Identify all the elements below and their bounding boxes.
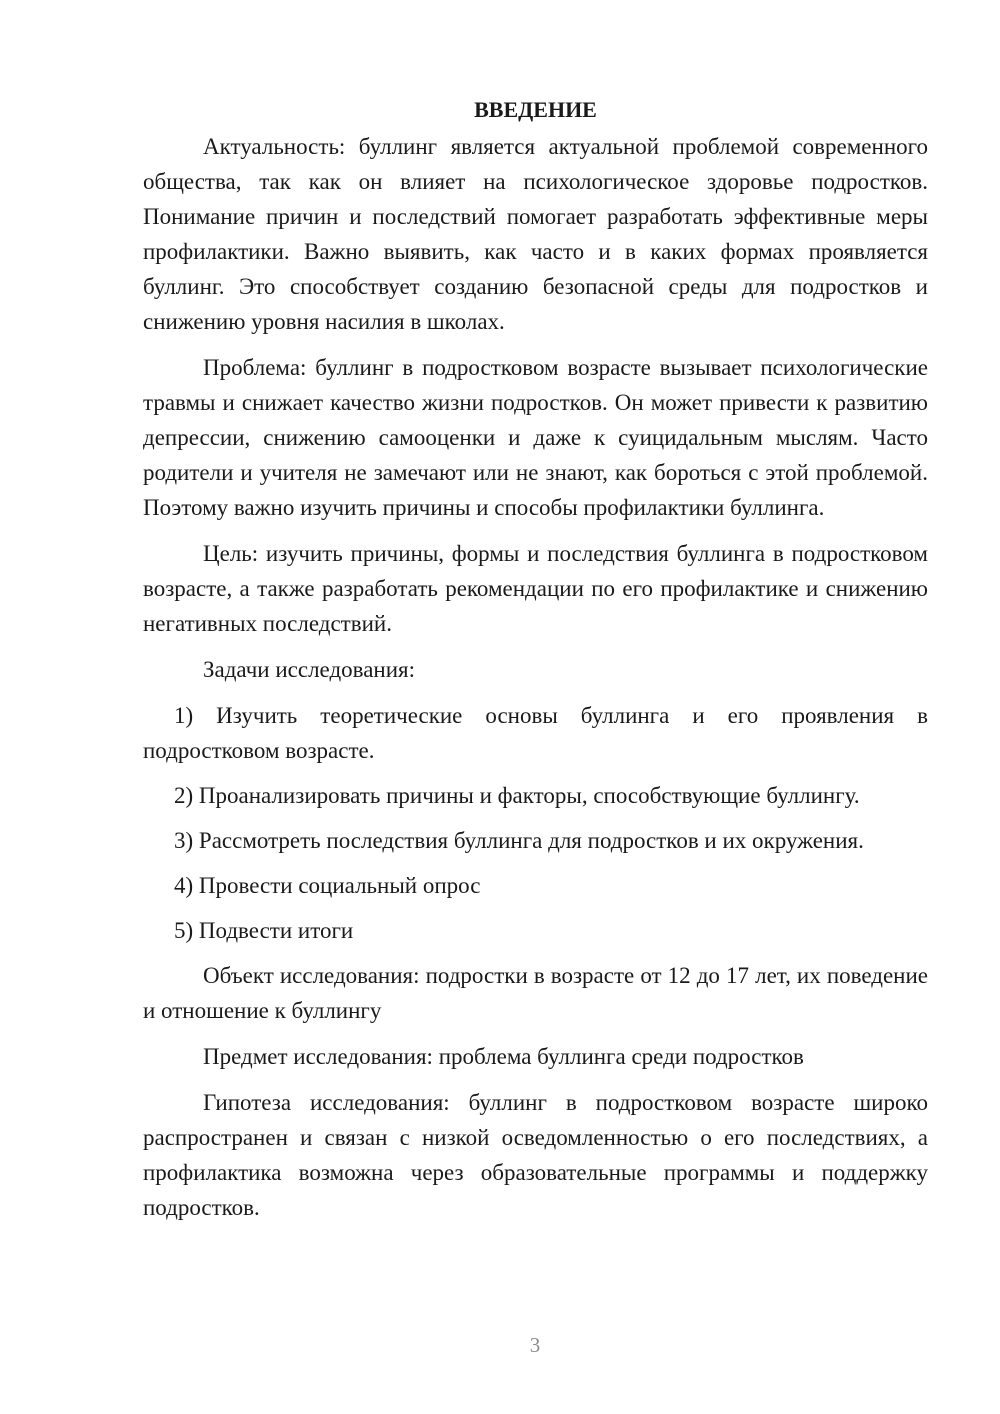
- section-title: ВВЕДЕНИЕ: [474, 97, 597, 122]
- page-number: 3: [529, 1333, 541, 1357]
- hypothesis-paragraph: Гипотеза исследования: буллинг в подростковом возрасте широко распространен и связан с низкой осведомленностью о его последствиях, а профилактика возможна через образовательные программы и поддержку подростков.: [143, 1090, 928, 1220]
- tasks-list: [143, 698, 928, 948]
- relevance-paragraph: Актуальность: буллинг является актуальной проблемой современного общества, так как он влияет на психологическое здоровье подростков. Понимание причин и последствий помогает разработать эффективные меры профилактики. Важно выявить, как часто и в каких формах проявляется буллинг. Это способствует созданию безопасной среды для подростков и снижению уровня насилия в школах.: [143, 134, 928, 334]
- document-page: [143, 92, 928, 1236]
- task-item: 1) Изучить теоретические основы буллинга и его проявления в подростковом возрасте.: [143, 703, 928, 763]
- task-item: 5) Подвести итоги: [174, 918, 354, 943]
- problem-paragraph: Проблема: буллинг в подростковом возрасте вызывает психологические травмы и снижает качество жизни подростков. Он может привести к развитию депрессии, снижению самооценки и даже к суицидальным мыслям. Часто родители и учителя не замечают или не знают, как бороться с этой проблемой. Поэтому важно изучить причины и способы профилактики буллинга.: [143, 355, 928, 520]
- task-item: 4) Провести социальный опрос: [174, 873, 481, 898]
- task-item: 3) Рассмотреть последствия буллинга для подростков и их окружения.: [174, 828, 864, 853]
- task-item: 2) Проанализировать причины и факторы, способствующие буллингу.: [174, 783, 860, 808]
- tasks-heading: Задачи исследования:: [203, 657, 416, 682]
- object-paragraph: Объект исследования: подростки в возрасте от 12 до 17 лет, их поведение и отношение к буллингу: [143, 963, 928, 1023]
- goal-paragraph: Цель: изучить причины, формы и последствия буллинга в подростковом возрасте, а также разработать рекомендации по его профилактике и снижению негативных последствий.: [143, 541, 928, 636]
- subject-paragraph: Предмет исследования: проблема буллинга среди подростков: [203, 1044, 804, 1069]
